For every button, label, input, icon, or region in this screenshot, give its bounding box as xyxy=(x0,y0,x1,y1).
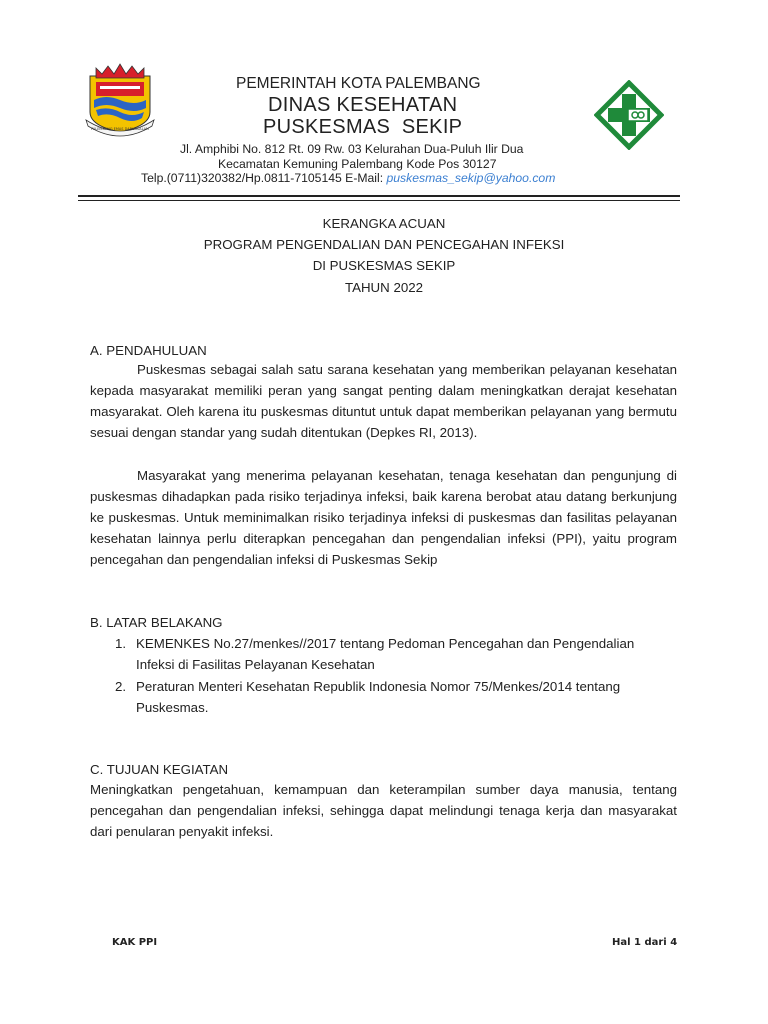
dept-name: DINAS KESEHATAN xyxy=(268,94,458,116)
section-a-paragraph-2: Masyarakat yang menerima pelayanan kesehatan, tenaga kesehatan dan pengunjung di puskesmas dihadapkan pada risiko terjadinya infeksi, baik karena berobat atau datang berkunjung ke puskesmas. Untuk meminimalkan risiko terjadinya infeksi di puskesmas dan fasilitas pelayanan kesehatan lainnya perlu diterapkan pencegahan dan pengendalian infeksi (PPI), yaitu program pencegahan dan pengendalian infeksi di Puskesmas Sekip xyxy=(90,468,677,567)
footer-page-number: Hal 1 dari 4 xyxy=(612,937,678,948)
doc-title-3: DI PUSKESMAS SEKIP xyxy=(312,258,456,273)
doc-title-4: TAHUN 2022 xyxy=(344,280,424,295)
section-c-heading: C. TUJUAN KEGIATAN xyxy=(90,762,229,777)
footer-doc-code: KAK PPI xyxy=(112,937,158,948)
unit-name: PUSKESMAS SEKIP xyxy=(263,116,463,138)
section-a-heading: A. PENDAHULUAN xyxy=(90,343,207,358)
address-line-1: Jl. Amphibi No. 812 Rt. 09 Rw. 03 Kelurahan Dua-Puluh Ilir Dua xyxy=(180,142,524,156)
address-line-2: Kecamatan Kemuning Palembang Kode Pos 30127 xyxy=(218,157,497,171)
email-link[interactable]: puskesmas_sekip@yahoo.com xyxy=(386,171,556,185)
contact-phone: Telp.(0711)320382/Hp.0811-7105145 E-Mail: xyxy=(141,171,387,185)
letterhead-rule-thin xyxy=(78,200,680,201)
section-c-paragraph: Meningkatkan pengetahuan, kemampuan dan keterampilan sumber daya manusia, tentang pencegahan dan pengendalian infeksi, sehingga dapat melindungi tenaga kerja dan masyarakat dari penularan penyakit infeksi. xyxy=(90,782,677,839)
puskesmas-cross-logo xyxy=(594,80,664,150)
contact-line xyxy=(141,171,555,185)
gov-name: PEMERINTAH KOTA PALEMBANG xyxy=(236,75,481,92)
section-a-paragraph-1: Puskesmas sebagai salah satu sarana kesehatan yang memberikan pelayanan kesehatan kepada masyarakat memiliki peran yang sangat penting dalam meningkatkan derajat kesehatan masyarakat. Oleh karena itu puskesmas dituntut untuk dapat memberikan pelayanan yang bermutu sesuai dengan standar yang sudah ditentukan (Depkes RI, 2013). xyxy=(90,362,677,440)
list-item-number: 2. xyxy=(115,679,127,694)
section-b-heading: B. LATAR BELAKANG xyxy=(90,615,223,630)
list-item-number: 1. xyxy=(115,636,127,651)
doc-title-2: PROGRAM PENGENDALIAN DAN PENCEGAHAN INFEKSI xyxy=(203,237,565,252)
letterhead-rule-thick xyxy=(78,195,680,197)
emblem-ribbon-text: PALEMBANG EMAS DARUSSALAM xyxy=(90,127,150,131)
list-item-text: Peraturan Menteri Kesehatan Republik Indonesia Nomor 75/Menkes/2014 tentang Puskesmas. xyxy=(136,679,621,715)
city-emblem-logo xyxy=(82,60,158,140)
doc-title-1: KERANGKA ACUAN xyxy=(322,216,446,231)
list-item-text: KEMENKES No.27/menkes//2017 tentang Pedoman Pencegahan dan Pengendalian Infeksi di Fasilitas Pelayanan Kesehatan xyxy=(136,636,635,672)
